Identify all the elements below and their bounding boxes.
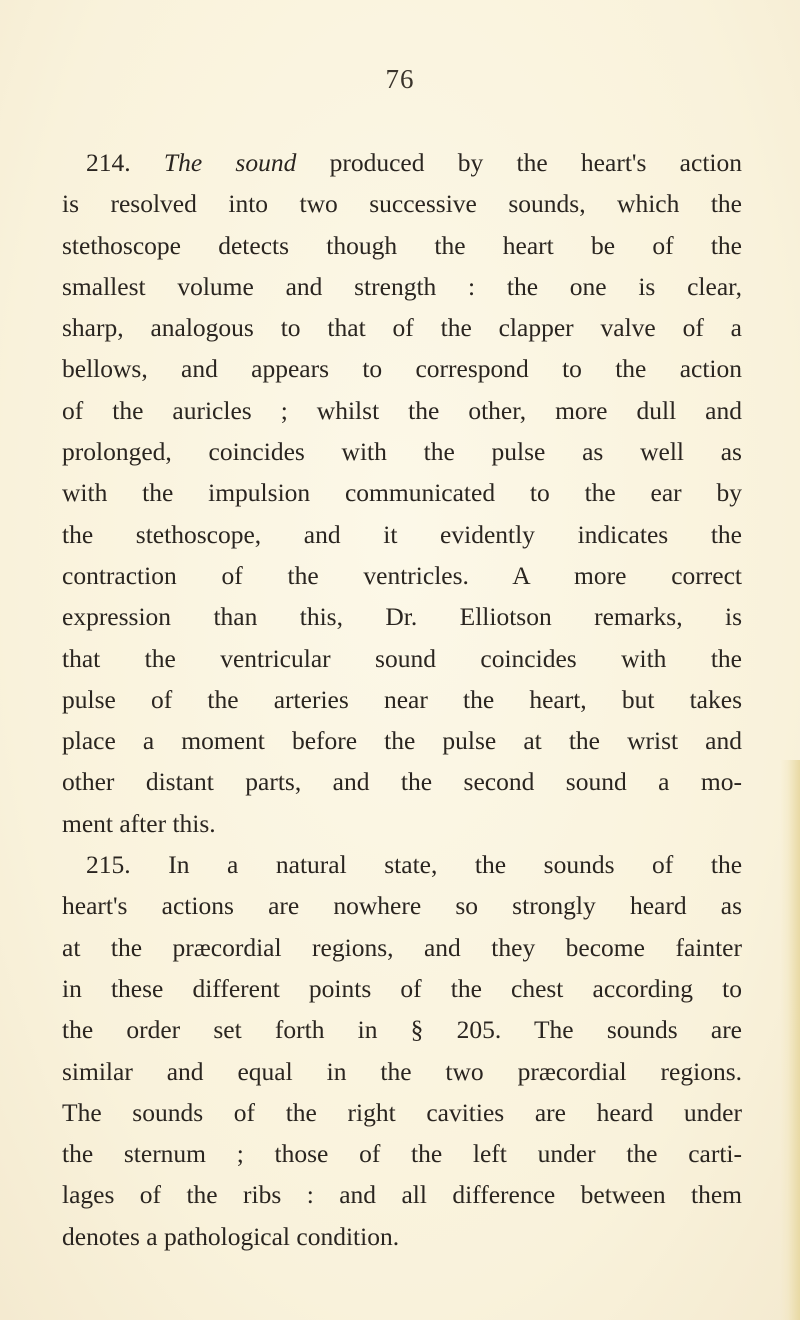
text-line: ment after this. (62, 808, 216, 838)
line-text: produced by the heart's action (329, 148, 742, 177)
paragraph-215-line-1 (62, 844, 742, 885)
text-line: heart's actions are nowhere so strongly heard as (62, 891, 742, 921)
page-number: 76 (385, 64, 415, 94)
text-line: prolonged, coincides with the pulse as well as (62, 437, 742, 467)
text-line: contraction of the ventricles. A more correct (62, 560, 742, 590)
text-line: denotes a pathological condition. (62, 1221, 400, 1251)
text-line: that the ventricular sound coincides with the (62, 643, 742, 673)
paragraph-number: 214. (86, 148, 131, 177)
paragraph-number: 215. (86, 850, 131, 880)
text-line: stethoscope detects though the heart be of the (62, 230, 742, 260)
page-edge-stain (780, 760, 800, 1320)
text-line: is resolved into two successive sounds, which the (62, 189, 742, 219)
text-line: smallest volume and strength : the one is clear, (62, 271, 742, 301)
text-line: with the impulsion communicated to the ear by (62, 478, 742, 508)
line-text: In a natural state, the sounds of the (168, 850, 743, 880)
text-line: place a moment before the pulse at the wrist and (62, 726, 742, 756)
text-line: the sternum ; those of the left under the carti- (62, 1139, 742, 1169)
text-line: lages of the ribs : and all difference between them (62, 1180, 742, 1210)
text-line: similar and equal in the two præcordial regions. (62, 1056, 742, 1086)
text-line: The sounds of the right cavities are heard under (62, 1097, 742, 1127)
italic-phrase: The sound (163, 148, 297, 177)
text-line: at the præcordial regions, and they become fainter (62, 932, 742, 962)
paragraph-214-line-1 (62, 142, 742, 183)
text-line: expression than this, Dr. Elliotson remarks, is (62, 602, 742, 632)
text-line: other distant parts, and the second sound a mo- (62, 767, 742, 797)
text-line: sharp, analogous to that of the clapper valve of a (62, 313, 742, 343)
body-text (62, 142, 742, 1257)
text-line: the order set forth in § 205. The sounds are (62, 1015, 742, 1045)
text-line: in these different points of the chest according to (62, 973, 742, 1003)
text-line: of the auricles ; whilst the other, more dull and (62, 395, 742, 425)
text-line: bellows, and appears to correspond to the action (62, 354, 742, 384)
text-line: pulse of the arteries near the heart, but takes (62, 684, 742, 714)
text-line: the stethoscope, and it evidently indicates the (62, 519, 742, 549)
